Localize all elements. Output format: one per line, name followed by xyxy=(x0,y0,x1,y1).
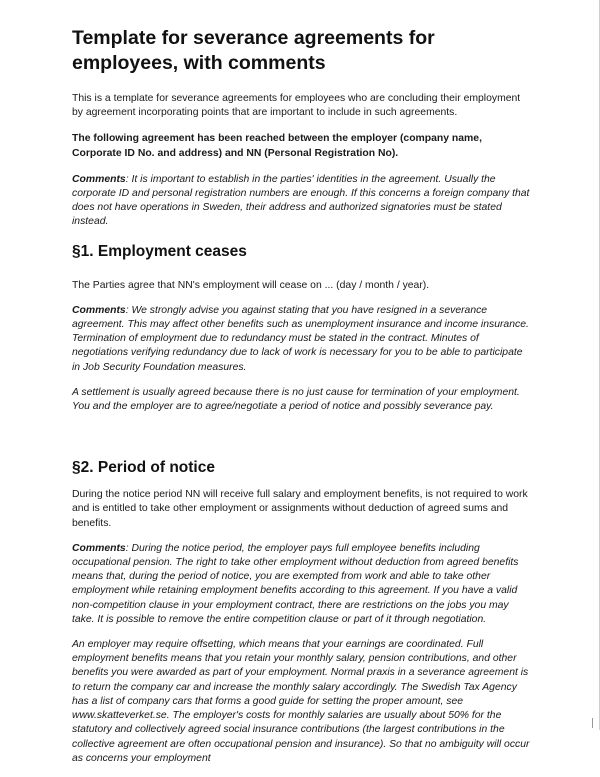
comment-text: : During the notice period, the employer pays full employee benefits including occupational pension. The right to take other employment without deduction from agreed benefits means that, during the period of notice, you are exempted from work and able to take other employment while retaining employment benefits according to this agreement. If you have a valid non-competition clause in your employment contract, there are restrictions on the jobs you may take. It is possible to remove the entire competition clause or part of it through negotiation. xyxy=(72,542,519,625)
section-1-note: A settlement is usually agreed because there is no just cause for termination of your employment. You and the employer are to agree/negotiate a period of notice and possibly severance pay. xyxy=(72,386,520,413)
document-content xyxy=(72,26,532,777)
section-2-body: During the notice period NN will receive full salary and employment benefits, is not required to work and is entitled to take other employment or assignments without deduction of agreed sums and benefits. xyxy=(72,489,528,529)
section-2-heading: §2. Period of notice xyxy=(72,459,215,477)
section-1-body: The Parties agree that NN's employment will cease on ... (day / month / year). xyxy=(72,279,430,291)
comment-text: : It is important to establish in the parties' identities in the agreement. Usually the corporate ID and personal registration numbers are enough. If this concerns a foreign company that does not have operations in Sweden, their address and authorized signatories must be stated instead. xyxy=(72,173,530,228)
page-edge-mark xyxy=(592,718,593,728)
comment-label: Comments xyxy=(72,542,126,554)
comment-text: : We strongly advise you against stating that you have resigned in a severance agreement. This may affect other benefits such as unemployment insurance and income insurance. Termination of employment due to redundancy must be stated in the contract. Minutes of negotiations verifying redundancy due to lack of work is necessary for you to be able to participate in Job Security Foundation measures. xyxy=(72,304,529,373)
section-1-comment xyxy=(72,304,532,375)
comment-label: Comments xyxy=(72,173,126,185)
section-2-note: An employer may require offsetting, which means that your earnings are coordinated. Full employment benefits means that you retain your monthly salary, pension contributions, and other benefits you were awarded as part of your employment. Normal praxis in a severance agreement is to return the company car and increase the monthly salary accordingly. The Swedish Tax Agency has a list of company cars that forms a good guide for setting the proper amount, see www.skatteverket.se. The employer's costs for monthly salaries are usually about 50% for the statutory and collectively agreed social insurance contributions (the largest contributions in the collective agreement are often occupational pension and insurance). So that no ambiguity will occur as concerns your employment xyxy=(72,639,530,764)
comment-label: Comments xyxy=(72,304,126,316)
intro-paragraph: This is a template for severance agreements for employees who are concluding their employment by agreement incorporating points that are important to include in such agreements. xyxy=(72,93,521,119)
comment-paragraph-1 xyxy=(72,173,532,230)
section-1-heading: §1. Employment ceases xyxy=(72,242,247,260)
section-2-comment xyxy=(72,542,532,627)
document-title: Template for severance agreements for employees, with comments xyxy=(72,27,435,74)
parties-statement: The following agreement has been reached between the employer (company name, Corporate ID No. and address) and NN (Personal Registration No). xyxy=(72,133,482,159)
